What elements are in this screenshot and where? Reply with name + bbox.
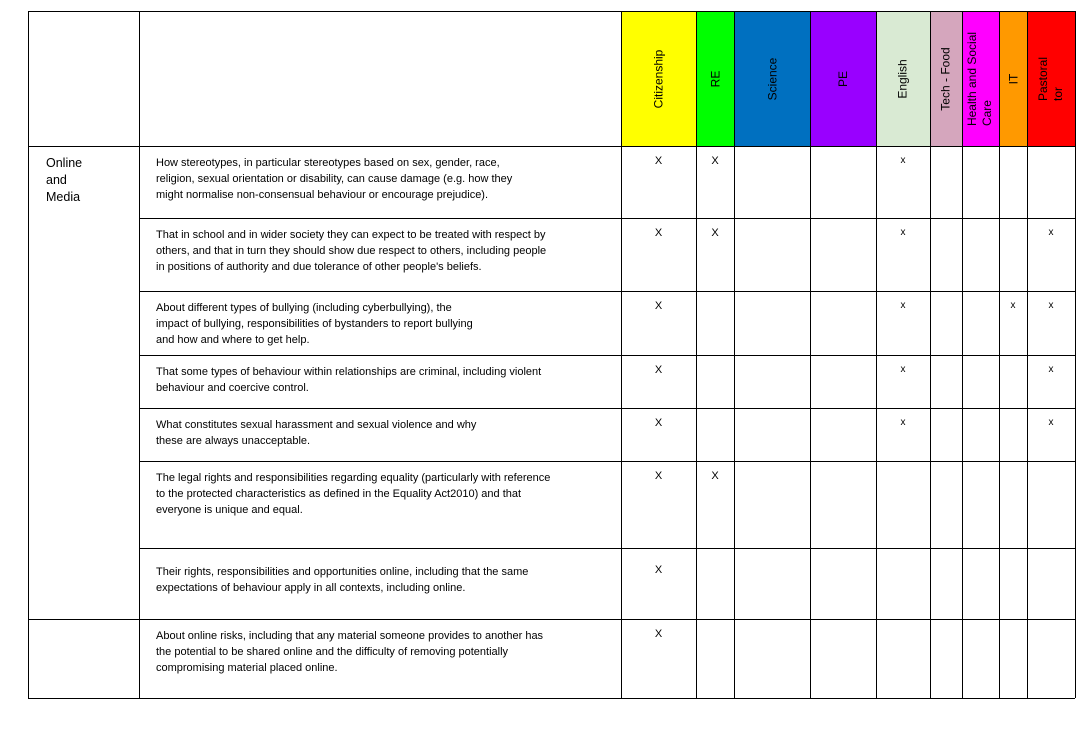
subject-label: Science <box>764 57 779 100</box>
subject-label: Pastoral tor <box>1036 56 1065 101</box>
coverage-mark: x <box>900 417 906 428</box>
topic-description: The legal rights and responsibilities regarding equality (particularly with reference to the protected characteristics as defined in the Equality Act2010) and that everyone is unique and equal. <box>156 472 551 516</box>
topic-description: What constitutes sexual harassment and sexual violence and why these are always unacceptable. <box>156 419 477 447</box>
subject-header <box>696 11 734 146</box>
subject-header <box>999 11 1027 146</box>
subject-label: English <box>895 58 910 99</box>
coverage-mark: X <box>711 227 719 239</box>
topic-description: That in school and in wider society they can expect to be treated with respect by others, and that in turn they should show due respect to others, including people in positions of authority and due tolerance of other people's beliefs. <box>156 229 547 273</box>
subject-header <box>621 11 696 146</box>
subject-header <box>1027 11 1075 146</box>
subject-header <box>876 11 930 146</box>
subject-label: Tech - Food <box>939 46 953 111</box>
subject-label: Citizenship <box>651 49 666 108</box>
subject-label: IT <box>1005 73 1020 84</box>
topic-description: Their rights, responsibilities and opportunities online, including that the same expectations of behaviour apply in all contexts, including online. <box>156 566 529 594</box>
subject-header <box>810 11 876 146</box>
coverage-mark: X <box>711 470 719 482</box>
coverage-mark: X <box>654 564 663 576</box>
subject-label: Health and Social Care <box>965 31 995 126</box>
topic-description: How stereotypes, in particular stereotypes based on sex, gender, race, religion, sexual orientation or disability, can cause damage (e.g. how they might normalise non-consensual behaviour or encourage prejudice). <box>156 157 513 201</box>
coverage-mark: x <box>1048 417 1054 428</box>
coverage-mark: X <box>654 155 663 167</box>
coverage-mark: X <box>654 628 663 640</box>
topic-description: About different types of bullying (including cyberbullying), the impact of bullying, responsibilities of bystanders to report bullying and how and where to get help. <box>156 302 473 346</box>
topic-description: About online risks, including that any material someone provides to another has the potential to be shared online and the difficulty of removing potentially compromising material placed online. <box>156 630 544 674</box>
coverage-mark: X <box>711 155 719 167</box>
coverage-mark: x <box>900 227 906 238</box>
subject-header <box>734 11 810 146</box>
subject-label: PE <box>835 70 850 87</box>
coverage-mark: X <box>654 227 663 239</box>
coverage-mark: x <box>900 364 906 375</box>
coverage-mark: x <box>1048 227 1054 238</box>
coverage-mark: X <box>654 364 663 376</box>
subject-header <box>962 11 999 146</box>
coverage-mark: X <box>654 470 663 482</box>
coverage-mark: x <box>1010 300 1016 311</box>
coverage-mark: X <box>654 417 663 429</box>
topic-description: That some types of behaviour within relationships are criminal, including violent behaviour and coercive control. <box>156 366 542 394</box>
coverage-mark: x <box>1048 364 1054 375</box>
subject-header <box>930 11 962 146</box>
coverage-mark: X <box>654 300 663 312</box>
subject-label: RE <box>707 70 722 87</box>
category-label: Online and Media <box>46 156 83 204</box>
coverage-mark: x <box>1048 300 1054 311</box>
coverage-mark: x <box>900 300 906 311</box>
coverage-mark: x <box>900 155 906 166</box>
